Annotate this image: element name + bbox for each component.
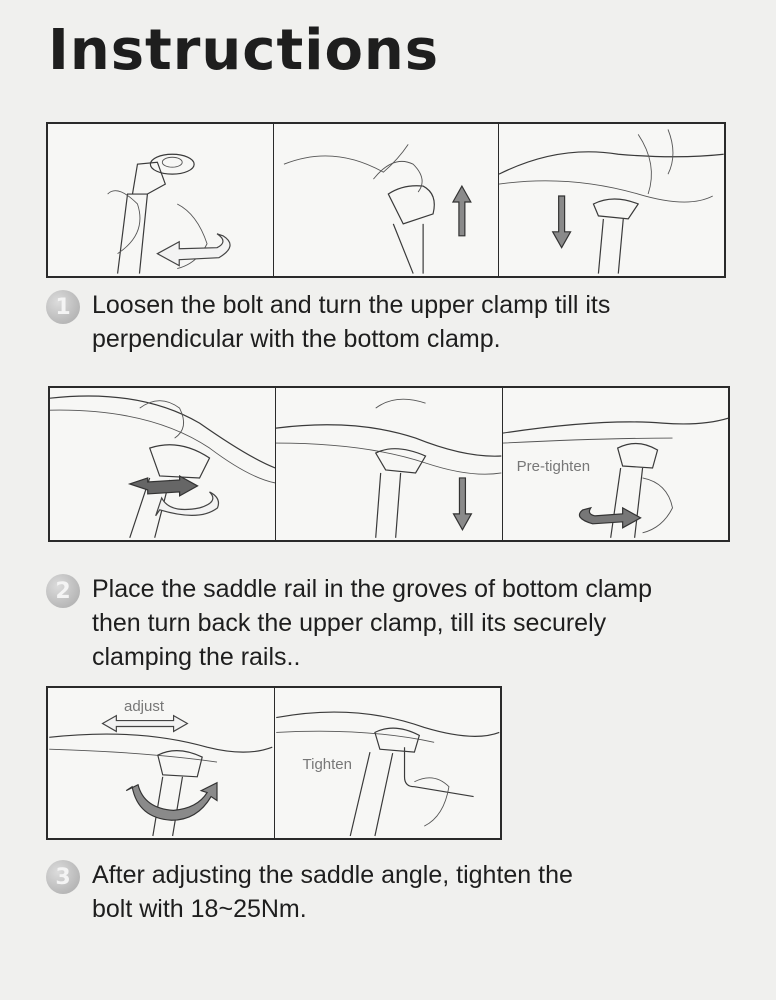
down-arrow-icon (499, 124, 724, 276)
step-3-text: After adjusting the saddle angle, tighten the bolt with 18~25Nm. (92, 861, 573, 923)
step-1-illustrations (46, 122, 726, 278)
step-1-panel-lift (274, 124, 500, 276)
step-3-panel-tighten (275, 688, 501, 838)
step-2-panel-pre-tighten (503, 388, 728, 540)
step-3 (46, 858, 573, 926)
step-2-text: Place the saddle rail in the groves of bottom clamp then turn back the upper clamp, till its securely clamping the rails.. (92, 575, 653, 671)
step-number-badge: 2 (46, 574, 80, 608)
step-2-panel-place-rail (50, 388, 276, 540)
step-1-panel-lower (499, 124, 724, 276)
adjust-label: adjust (124, 698, 165, 715)
step-3-panel-adjust (48, 688, 275, 838)
step-1 (46, 288, 610, 356)
step-2 (46, 572, 652, 674)
step-1-text: Loosen the bolt and turn the upper clamp till its perpendicular with the bottom clamp. (92, 291, 611, 353)
pre-tighten-label: Pre-tighten (516, 458, 591, 475)
step-2-illustrations (48, 386, 730, 542)
step-2-panel-lower-clamp (276, 388, 502, 540)
step-3-illustrations (46, 686, 502, 840)
step-number-badge: 3 (46, 860, 80, 894)
rotate-arrow-icon (48, 124, 273, 276)
step-number-badge: 1 (46, 290, 80, 324)
tighten-label: Tighten (302, 756, 352, 773)
up-arrow-icon (274, 124, 499, 276)
down-arrow-icon (276, 388, 501, 540)
curved-rotate-arrow-icon (50, 388, 275, 540)
step-1-panel-loosen (48, 124, 274, 276)
page-title: Instructions (48, 18, 440, 83)
